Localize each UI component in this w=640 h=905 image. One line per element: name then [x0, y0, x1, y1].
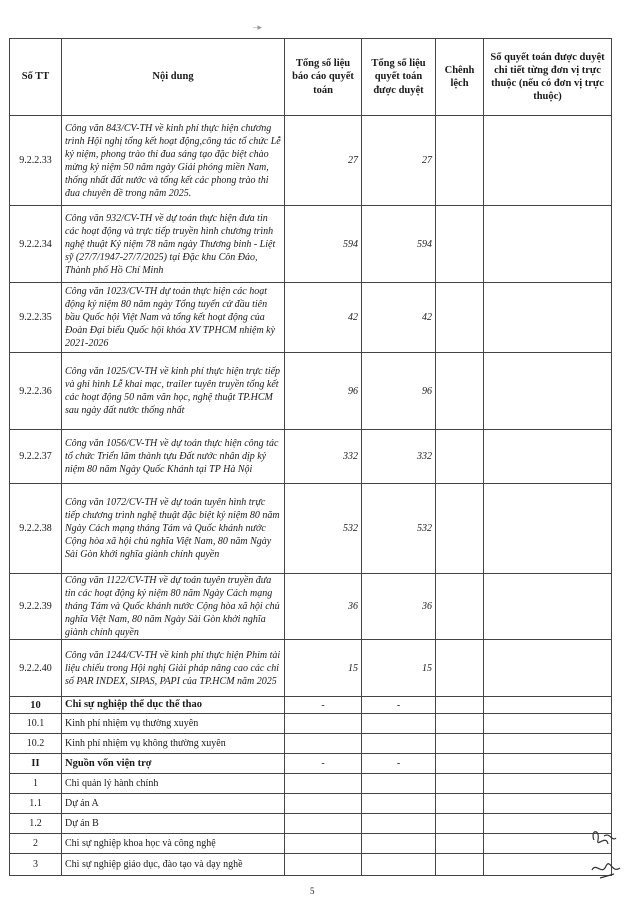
- row-reported: [285, 854, 362, 876]
- row-reported: [285, 734, 362, 754]
- table-row: [10, 116, 612, 206]
- signature-initials: [586, 826, 626, 888]
- row-detail: [484, 754, 612, 774]
- table-row: [10, 640, 612, 697]
- row-reported: 332: [285, 430, 362, 484]
- row-stt: 10: [10, 697, 62, 714]
- row-detail: [484, 794, 612, 814]
- table-row: [10, 854, 612, 876]
- row-content: Công văn 1023/CV-TH dự toán thực hiện các hoạt động kỷ niệm 80 năm ngày Tổng tuyển cử đầu tiên bầu Quốc hội Việt Nam và tổng kết hoạt động của Đoàn Đại biểu Quốc hội khóa XV TPHCM nhiệm kỳ 2021-2026: [62, 283, 285, 353]
- row-approved: 36: [362, 574, 436, 640]
- row-content: Công văn 932/CV-TH về dự toán thực hiện đưa tin các hoạt động và trực tiếp truyền hình chương trình nghệ thuật Kỷ niệm 78 năm ngày Thương binh - Liệt sỹ (27/7/1947-27/7/2025) tại Đặc khu Côn Đảo, Thành phố Hồ Chí Minh: [62, 206, 285, 283]
- row-content: Công văn 1025/CV-TH về kinh phí thực hiện trực tiếp và ghi hình Lễ khai mạc, trailer tuyên truyền tổng kết các hoạt động 50 năm văn học, nghệ thuật TP.HCM sau ngày đất nước thống nhất: [62, 353, 285, 430]
- row-reported: 27: [285, 116, 362, 206]
- row-stt: 2: [10, 834, 62, 854]
- row-approved: -: [362, 697, 436, 714]
- settlement-table: [9, 38, 612, 876]
- scan-mark: –▸: [253, 22, 263, 32]
- header-approved: Tổng số liệu quyết toán được duyệt: [362, 39, 436, 116]
- row-approved: 96: [362, 353, 436, 430]
- row-diff: [436, 714, 484, 734]
- row-reported: -: [285, 697, 362, 714]
- row-diff: [436, 640, 484, 697]
- row-detail: [484, 206, 612, 283]
- row-reported: [285, 814, 362, 834]
- row-diff: [436, 834, 484, 854]
- row-reported: 532: [285, 484, 362, 574]
- row-stt: 9.2.2.39: [10, 574, 62, 640]
- row-content: Kinh phí nhiệm vụ không thường xuyên: [62, 734, 285, 754]
- row-stt: 9.2.2.40: [10, 640, 62, 697]
- row-approved: [362, 834, 436, 854]
- header-stt: Số TT: [10, 39, 62, 116]
- row-reported: 594: [285, 206, 362, 283]
- row-diff: [436, 206, 484, 283]
- table-row: [10, 283, 612, 353]
- table-row: [10, 714, 612, 734]
- row-diff: [436, 854, 484, 876]
- row-content: Công văn 1244/CV-TH về kinh phí thực hiện Phim tài liệu chiếu trong Hội nghị Giải pháp nâng cao các chỉ số PAR INDEX, SIPAS, PAPI của TP.HCM năm 2025: [62, 640, 285, 697]
- row-approved: 15: [362, 640, 436, 697]
- row-detail: [484, 714, 612, 734]
- row-reported: 96: [285, 353, 362, 430]
- header-diff: Chênh lệch: [436, 39, 484, 116]
- row-diff: [436, 574, 484, 640]
- row-content: Chi sự nghiệp khoa học và công nghệ: [62, 834, 285, 854]
- row-reported: -: [285, 754, 362, 774]
- row-stt: 1.1: [10, 794, 62, 814]
- row-diff: [436, 774, 484, 794]
- row-detail: [484, 574, 612, 640]
- header-detail: Số quyết toán được duyệt chi tiết từng đơn vị trực thuộc (nếu có đơn vị trực thuộc): [484, 39, 612, 116]
- row-reported: 42: [285, 283, 362, 353]
- row-detail: [484, 697, 612, 714]
- row-stt: 10.2: [10, 734, 62, 754]
- row-reported: [285, 834, 362, 854]
- row-reported: [285, 774, 362, 794]
- row-content: Chi sự nghiệp giáo dục, đào tạo và dạy nghề: [62, 854, 285, 876]
- row-stt: 10.1: [10, 714, 62, 734]
- table-row: [10, 774, 612, 794]
- row-content: Chi sự nghiệp thể dục thể thao: [62, 697, 285, 714]
- row-detail: [484, 774, 612, 794]
- row-content: Công văn 1122/CV-TH về dự toán tuyên truyền đưa tin các hoạt động kỷ niệm 80 năm Ngày Cách mạng tháng Tám và Quốc khánh nước Cộng hòa xã hội chủ nghĩa Việt Nam, 80 năm Ngày Sài Gòn khởi nghĩa giành chính quyền: [62, 574, 285, 640]
- row-diff: [436, 116, 484, 206]
- row-approved: 27: [362, 116, 436, 206]
- row-reported: [285, 714, 362, 734]
- row-stt: 9.2.2.34: [10, 206, 62, 283]
- row-approved: [362, 774, 436, 794]
- table-row: [10, 697, 612, 714]
- row-diff: [436, 283, 484, 353]
- row-content: Công văn 843/CV-TH về kinh phí thực hiện chương trình Hội nghị tổng kết hoạt động,công tác tổ chức Lễ kỷ niệm, phong trào thi đua sáng tạo đặc biệt chào mừng kỷ niệm 50 năm ngày Giải phóng miền Nam, thống nhất đất nước và tổng kết các phong trào thi đua chuyên đề trong năm 2025.: [62, 116, 285, 206]
- table-row: [10, 206, 612, 283]
- row-detail: [484, 283, 612, 353]
- row-approved: [362, 734, 436, 754]
- row-approved: [362, 714, 436, 734]
- header-content: Nội dung: [62, 39, 285, 116]
- row-stt: 9.2.2.35: [10, 283, 62, 353]
- row-detail: [484, 734, 612, 754]
- table-header-row: [10, 39, 612, 116]
- row-content: Công văn 1056/CV-TH về dự toán thực hiện công tác tổ chức Triển lãm thành tựu Đất nước nhân dịp kỷ niệm 80 năm Ngày Quốc Khánh tại TP Hà Nội: [62, 430, 285, 484]
- row-stt: 9.2.2.38: [10, 484, 62, 574]
- table-row: [10, 574, 612, 640]
- row-detail: [484, 640, 612, 697]
- row-reported: 36: [285, 574, 362, 640]
- row-approved: 42: [362, 283, 436, 353]
- row-stt: 9.2.2.37: [10, 430, 62, 484]
- row-stt: 9.2.2.33: [10, 116, 62, 206]
- row-content: Công văn 1072/CV-TH về dự toán tuyên hình trực tiếp chương trình nghệ thuật đặc biệt kỷ niệm 80 năm Ngày Cách mạng tháng Tám và Quốc khánh nước Cộng hòa xã hội chủ nghĩa Việt Nam, 80 năm Ngày Sài Gòn khởi nghĩa giành chính quyền: [62, 484, 285, 574]
- table-row: [10, 734, 612, 754]
- row-diff: [436, 430, 484, 484]
- table-row: [10, 814, 612, 834]
- row-reported: 15: [285, 640, 362, 697]
- row-approved: 532: [362, 484, 436, 574]
- table-row: [10, 794, 612, 814]
- table-row: [10, 430, 612, 484]
- row-content: Dự án A: [62, 794, 285, 814]
- row-stt: II: [10, 754, 62, 774]
- page-number: 5: [310, 886, 315, 896]
- row-stt: 9.2.2.36: [10, 353, 62, 430]
- table-row: [10, 484, 612, 574]
- row-stt: 1.2: [10, 814, 62, 834]
- row-stt: 1: [10, 774, 62, 794]
- table-row: [10, 353, 612, 430]
- row-approved: 594: [362, 206, 436, 283]
- row-approved: [362, 814, 436, 834]
- row-diff: [436, 754, 484, 774]
- row-content: Chi quản lý hành chính: [62, 774, 285, 794]
- row-reported: [285, 794, 362, 814]
- row-diff: [436, 484, 484, 574]
- row-diff: [436, 814, 484, 834]
- table-row: [10, 754, 612, 774]
- row-approved: -: [362, 754, 436, 774]
- row-detail: [484, 116, 612, 206]
- row-diff: [436, 697, 484, 714]
- row-approved: [362, 854, 436, 876]
- table-row: [10, 834, 612, 854]
- row-approved: [362, 794, 436, 814]
- row-content: Nguồn vốn viện trợ: [62, 754, 285, 774]
- header-reported: Tổng số liệu báo cáo quyết toán: [285, 39, 362, 116]
- row-detail: [484, 353, 612, 430]
- row-stt: 3: [10, 854, 62, 876]
- row-content: Dự án B: [62, 814, 285, 834]
- row-diff: [436, 353, 484, 430]
- row-diff: [436, 734, 484, 754]
- row-approved: 332: [362, 430, 436, 484]
- row-content: Kinh phí nhiệm vụ thường xuyên: [62, 714, 285, 734]
- row-detail: [484, 430, 612, 484]
- row-diff: [436, 794, 484, 814]
- row-detail: [484, 484, 612, 574]
